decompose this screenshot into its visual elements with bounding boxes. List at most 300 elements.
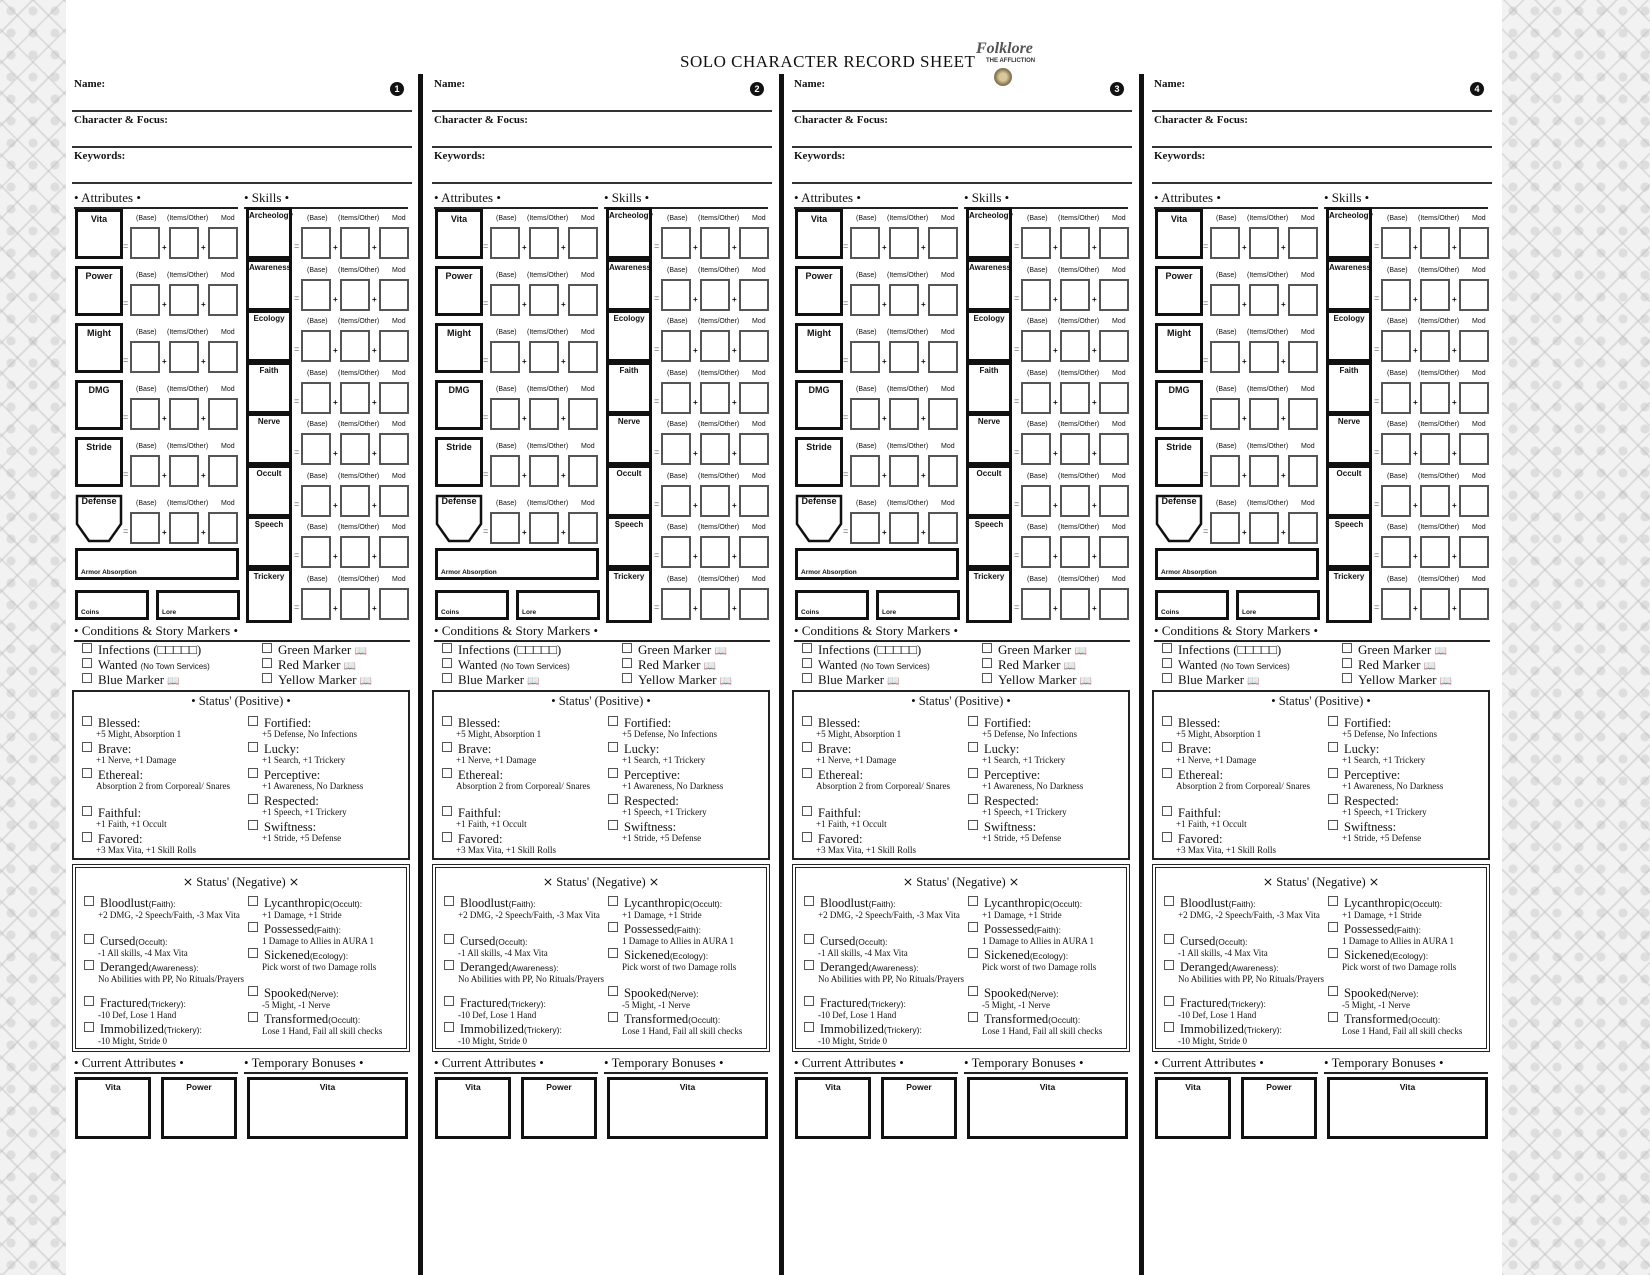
lore-box[interactable]: [156, 590, 240, 620]
skill-trickery-mod-input[interactable]: [739, 588, 769, 620]
name-field[interactable]: [1152, 74, 1492, 112]
keywords-field[interactable]: [432, 146, 772, 184]
attr-vita-base-input[interactable]: [850, 227, 880, 259]
status-positive-item[interactable]: [608, 820, 768, 844]
checkbox[interactable]: [82, 673, 92, 683]
attr-power-mod-input[interactable]: [208, 284, 238, 316]
attr-power-items-input[interactable]: [1249, 284, 1279, 316]
skill-occult-base-input[interactable]: [661, 485, 691, 517]
condition-item[interactable]: [82, 672, 180, 689]
skill-speech-mod-input[interactable]: [1099, 536, 1129, 568]
attr-defense-mod-input[interactable]: [208, 512, 238, 544]
checkbox[interactable]: [262, 658, 272, 668]
name-field[interactable]: [792, 74, 1132, 112]
attribute-box-stride[interactable]: [795, 437, 843, 487]
attr-dmg-items-input[interactable]: [169, 398, 199, 430]
skill-box-nerve[interactable]: [246, 413, 292, 465]
skill-trickery-mod-input[interactable]: [1459, 588, 1489, 620]
lore-box[interactable]: [876, 590, 960, 620]
skill-nerve-mod-input[interactable]: [379, 433, 409, 465]
skill-box-occult[interactable]: [246, 465, 292, 517]
status-positive-item[interactable]: [1328, 716, 1488, 740]
status-negative-item[interactable]: [444, 960, 604, 985]
attr-stride-base-input[interactable]: [490, 455, 520, 487]
status-negative-item[interactable]: [1328, 986, 1488, 1011]
skill-nerve-items-input[interactable]: [340, 433, 370, 465]
skill-box-awareness[interactable]: [246, 259, 292, 311]
attr-stride-items-input[interactable]: [529, 455, 559, 487]
checkbox[interactable]: [802, 716, 812, 726]
checkbox[interactable]: [802, 658, 812, 668]
attr-defense-items-input[interactable]: [889, 512, 919, 544]
attr-power-base-input[interactable]: [490, 284, 520, 316]
attr-stride-items-input[interactable]: [169, 455, 199, 487]
attr-power-items-input[interactable]: [889, 284, 919, 316]
attr-defense-items-input[interactable]: [169, 512, 199, 544]
attr-defense-mod-input[interactable]: [1288, 512, 1318, 544]
status-positive-item[interactable]: [248, 716, 408, 740]
status-negative-item[interactable]: [1164, 1022, 1324, 1047]
attr-dmg-base-input[interactable]: [490, 398, 520, 430]
skill-archeology-mod-input[interactable]: [1459, 227, 1489, 259]
skill-nerve-items-input[interactable]: [700, 433, 730, 465]
skill-box-awareness[interactable]: [606, 259, 652, 311]
skill-box-occult[interactable]: [1326, 465, 1372, 517]
skill-occult-base-input[interactable]: [301, 485, 331, 517]
skill-trickery-base-input[interactable]: [301, 588, 331, 620]
character-focus-field[interactable]: [72, 110, 412, 148]
skill-box-speech[interactable]: [1326, 516, 1372, 568]
status-negative-item[interactable]: [1164, 960, 1324, 985]
defense-shield[interactable]: [795, 494, 843, 544]
lore-box[interactable]: [516, 590, 600, 620]
skill-faith-items-input[interactable]: [1420, 382, 1450, 414]
checkbox[interactable]: [1164, 896, 1174, 906]
checkbox[interactable]: [84, 934, 94, 944]
checkbox[interactable]: [1162, 673, 1172, 683]
checkbox[interactable]: [1162, 768, 1172, 778]
status-positive-item[interactable]: [1162, 716, 1322, 740]
checkbox[interactable]: [1328, 742, 1338, 752]
checkbox[interactable]: [802, 643, 812, 653]
skill-trickery-items-input[interactable]: [340, 588, 370, 620]
status-positive-item[interactable]: [82, 742, 242, 766]
attr-might-mod-input[interactable]: [208, 341, 238, 373]
skill-occult-items-input[interactable]: [1060, 485, 1090, 517]
skill-faith-base-input[interactable]: [301, 382, 331, 414]
checkbox[interactable]: [968, 948, 978, 958]
skill-faith-mod-input[interactable]: [1099, 382, 1129, 414]
status-positive-item[interactable]: [1328, 742, 1488, 766]
attr-might-mod-input[interactable]: [928, 341, 958, 373]
attribute-box-stride[interactable]: [75, 437, 123, 487]
status-positive-item[interactable]: [248, 820, 408, 844]
attr-power-mod-input[interactable]: [568, 284, 598, 316]
skill-nerve-base-input[interactable]: [1021, 433, 1051, 465]
attr-power-base-input[interactable]: [130, 284, 160, 316]
attr-defense-mod-input[interactable]: [928, 512, 958, 544]
skill-faith-mod-input[interactable]: [1459, 382, 1489, 414]
status-positive-item[interactable]: [82, 806, 242, 830]
attr-vita-items-input[interactable]: [1249, 227, 1279, 259]
skill-awareness-base-input[interactable]: [661, 279, 691, 311]
checkbox[interactable]: [608, 922, 618, 932]
checkbox[interactable]: [968, 794, 978, 804]
attr-might-items-input[interactable]: [889, 341, 919, 373]
skill-speech-base-input[interactable]: [1021, 536, 1051, 568]
temporary-vita-box[interactable]: [607, 1077, 768, 1139]
attribute-box-stride[interactable]: [435, 437, 483, 487]
defense-shield[interactable]: [1155, 494, 1203, 544]
skill-faith-items-input[interactable]: [700, 382, 730, 414]
status-positive-item[interactable]: [442, 742, 602, 766]
current-vita-box[interactable]: [75, 1077, 151, 1139]
attr-vita-base-input[interactable]: [1210, 227, 1240, 259]
attr-defense-items-input[interactable]: [529, 512, 559, 544]
checkbox[interactable]: [802, 673, 812, 683]
checkbox[interactable]: [968, 716, 978, 726]
skill-awareness-mod-input[interactable]: [739, 279, 769, 311]
skill-box-speech[interactable]: [606, 516, 652, 568]
status-negative-item[interactable]: [1164, 896, 1324, 921]
skill-box-awareness[interactable]: [1326, 259, 1372, 311]
defense-shield[interactable]: [75, 494, 123, 544]
status-negative-item[interactable]: [804, 896, 964, 921]
status-negative-item[interactable]: [968, 948, 1128, 973]
checkbox[interactable]: [442, 716, 452, 726]
attribute-box-vita[interactable]: [75, 209, 123, 259]
skill-box-faith[interactable]: [1326, 362, 1372, 414]
character-focus-field[interactable]: [432, 110, 772, 148]
skill-nerve-mod-input[interactable]: [1459, 433, 1489, 465]
skill-ecology-mod-input[interactable]: [739, 330, 769, 362]
checkbox[interactable]: [1342, 673, 1352, 683]
checkbox[interactable]: [248, 794, 258, 804]
checkbox[interactable]: [1328, 948, 1338, 958]
checkbox[interactable]: [982, 643, 992, 653]
attribute-box-vita[interactable]: [1155, 209, 1203, 259]
attr-dmg-mod-input[interactable]: [568, 398, 598, 430]
attr-stride-base-input[interactable]: [130, 455, 160, 487]
attribute-box-might[interactable]: [435, 323, 483, 373]
attr-might-base-input[interactable]: [130, 341, 160, 373]
checkbox[interactable]: [608, 768, 618, 778]
keywords-field[interactable]: [792, 146, 1132, 184]
name-field[interactable]: [432, 74, 772, 112]
status-negative-item[interactable]: [84, 960, 244, 985]
checkbox[interactable]: [82, 832, 92, 842]
status-negative-item[interactable]: [1328, 948, 1488, 973]
status-negative-item[interactable]: [444, 996, 604, 1021]
skill-box-ecology[interactable]: [246, 310, 292, 362]
attr-power-items-input[interactable]: [529, 284, 559, 316]
checkbox[interactable]: [442, 806, 452, 816]
armor-absorption-box[interactable]: [75, 548, 239, 580]
lore-box[interactable]: [1236, 590, 1320, 620]
attr-stride-mod-input[interactable]: [928, 455, 958, 487]
skill-faith-base-input[interactable]: [1021, 382, 1051, 414]
status-negative-item[interactable]: [804, 934, 964, 959]
attr-vita-base-input[interactable]: [130, 227, 160, 259]
skill-archeology-base-input[interactable]: [1021, 227, 1051, 259]
checkbox[interactable]: [248, 768, 258, 778]
attribute-box-stride[interactable]: [1155, 437, 1203, 487]
status-positive-item[interactable]: [802, 832, 962, 856]
checkbox[interactable]: [248, 986, 258, 996]
skill-archeology-items-input[interactable]: [1060, 227, 1090, 259]
attr-stride-items-input[interactable]: [1249, 455, 1279, 487]
status-positive-item[interactable]: [248, 768, 408, 792]
skill-awareness-items-input[interactable]: [340, 279, 370, 311]
skill-awareness-base-input[interactable]: [1021, 279, 1051, 311]
status-negative-item[interactable]: [608, 1012, 768, 1037]
skill-box-nerve[interactable]: [966, 413, 1012, 465]
skill-nerve-mod-input[interactable]: [1099, 433, 1129, 465]
checkbox[interactable]: [444, 1022, 454, 1032]
checkbox[interactable]: [248, 716, 258, 726]
name-field[interactable]: [72, 74, 412, 112]
skill-ecology-base-input[interactable]: [1381, 330, 1411, 362]
status-positive-item[interactable]: [968, 794, 1128, 818]
attr-dmg-base-input[interactable]: [1210, 398, 1240, 430]
coins-box[interactable]: [795, 590, 869, 620]
armor-absorption-box[interactable]: [435, 548, 599, 580]
attr-vita-mod-input[interactable]: [1288, 227, 1318, 259]
attribute-box-might[interactable]: [1155, 323, 1203, 373]
attr-might-items-input[interactable]: [529, 341, 559, 373]
checkbox[interactable]: [84, 1022, 94, 1032]
status-positive-item[interactable]: [968, 820, 1128, 844]
skill-trickery-items-input[interactable]: [700, 588, 730, 620]
skill-speech-items-input[interactable]: [1420, 536, 1450, 568]
attr-power-mod-input[interactable]: [928, 284, 958, 316]
checkbox[interactable]: [82, 768, 92, 778]
checkbox[interactable]: [248, 948, 258, 958]
status-positive-item[interactable]: [1328, 794, 1488, 818]
skill-box-nerve[interactable]: [606, 413, 652, 465]
status-positive-item[interactable]: [608, 742, 768, 766]
checkbox[interactable]: [968, 768, 978, 778]
condition-item[interactable]: [1342, 672, 1452, 689]
skill-faith-items-input[interactable]: [1060, 382, 1090, 414]
checkbox[interactable]: [1328, 794, 1338, 804]
checkbox[interactable]: [608, 820, 618, 830]
skill-speech-base-input[interactable]: [661, 536, 691, 568]
checkbox[interactable]: [444, 896, 454, 906]
checkbox[interactable]: [1162, 832, 1172, 842]
checkbox[interactable]: [84, 996, 94, 1006]
checkbox[interactable]: [1164, 960, 1174, 970]
skill-box-trickery[interactable]: [966, 568, 1012, 623]
attr-defense-base-input[interactable]: [850, 512, 880, 544]
coins-box[interactable]: [75, 590, 149, 620]
skill-speech-mod-input[interactable]: [1459, 536, 1489, 568]
skill-archeology-base-input[interactable]: [661, 227, 691, 259]
attr-defense-base-input[interactable]: [490, 512, 520, 544]
skill-nerve-base-input[interactable]: [301, 433, 331, 465]
attr-vita-mod-input[interactable]: [568, 227, 598, 259]
checkbox[interactable]: [442, 832, 452, 842]
checkbox[interactable]: [1328, 896, 1338, 906]
skill-box-occult[interactable]: [966, 465, 1012, 517]
attribute-box-dmg[interactable]: [795, 380, 843, 430]
attr-vita-items-input[interactable]: [529, 227, 559, 259]
attr-dmg-items-input[interactable]: [529, 398, 559, 430]
current-power-box[interactable]: [521, 1077, 597, 1139]
status-positive-item[interactable]: [442, 768, 602, 792]
skill-box-archeology[interactable]: [246, 207, 292, 259]
checkbox[interactable]: [804, 896, 814, 906]
skill-ecology-mod-input[interactable]: [379, 330, 409, 362]
checkbox[interactable]: [444, 996, 454, 1006]
skill-speech-mod-input[interactable]: [739, 536, 769, 568]
skill-speech-items-input[interactable]: [700, 536, 730, 568]
checkbox[interactable]: [1162, 643, 1172, 653]
checkbox[interactable]: [248, 1012, 258, 1022]
armor-absorption-box[interactable]: [1155, 548, 1319, 580]
status-negative-item[interactable]: [444, 934, 604, 959]
checkbox[interactable]: [1328, 716, 1338, 726]
checkbox[interactable]: [622, 643, 632, 653]
status-positive-item[interactable]: [968, 742, 1128, 766]
skill-faith-base-input[interactable]: [661, 382, 691, 414]
skill-awareness-mod-input[interactable]: [379, 279, 409, 311]
skill-faith-mod-input[interactable]: [739, 382, 769, 414]
checkbox[interactable]: [1164, 1022, 1174, 1032]
checkbox[interactable]: [248, 742, 258, 752]
checkbox[interactable]: [802, 742, 812, 752]
checkbox[interactable]: [802, 832, 812, 842]
status-negative-item[interactable]: [248, 922, 408, 947]
checkbox[interactable]: [968, 820, 978, 830]
keywords-field[interactable]: [72, 146, 412, 184]
skill-awareness-items-input[interactable]: [1420, 279, 1450, 311]
status-negative-item[interactable]: [1328, 1012, 1488, 1037]
skill-archeology-base-input[interactable]: [1381, 227, 1411, 259]
skill-box-trickery[interactable]: [246, 568, 292, 623]
attr-vita-items-input[interactable]: [169, 227, 199, 259]
status-positive-item[interactable]: [82, 768, 242, 792]
keywords-field[interactable]: [1152, 146, 1492, 184]
status-positive-item[interactable]: [1162, 806, 1322, 830]
skill-trickery-base-input[interactable]: [1021, 588, 1051, 620]
attr-vita-mod-input[interactable]: [208, 227, 238, 259]
checkbox[interactable]: [442, 768, 452, 778]
status-positive-item[interactable]: [608, 794, 768, 818]
checkbox[interactable]: [84, 896, 94, 906]
skill-box-trickery[interactable]: [1326, 568, 1372, 623]
attr-stride-mod-input[interactable]: [568, 455, 598, 487]
attr-might-mod-input[interactable]: [1288, 341, 1318, 373]
skill-awareness-base-input[interactable]: [301, 279, 331, 311]
skill-box-faith[interactable]: [966, 362, 1012, 414]
checkbox[interactable]: [982, 673, 992, 683]
attr-stride-mod-input[interactable]: [1288, 455, 1318, 487]
checkbox[interactable]: [608, 896, 618, 906]
attribute-box-dmg[interactable]: [75, 380, 123, 430]
defense-shield[interactable]: [435, 494, 483, 544]
skill-trickery-base-input[interactable]: [1381, 588, 1411, 620]
attribute-box-power[interactable]: [1155, 266, 1203, 316]
character-focus-field[interactable]: [1152, 110, 1492, 148]
skill-ecology-items-input[interactable]: [340, 330, 370, 362]
skill-ecology-items-input[interactable]: [700, 330, 730, 362]
checkbox[interactable]: [444, 934, 454, 944]
temporary-vita-box[interactable]: [247, 1077, 408, 1139]
condition-item[interactable]: [982, 672, 1092, 689]
skill-nerve-base-input[interactable]: [1381, 433, 1411, 465]
skill-nerve-items-input[interactable]: [1060, 433, 1090, 465]
status-negative-item[interactable]: [804, 960, 964, 985]
skill-box-ecology[interactable]: [1326, 310, 1372, 362]
attr-dmg-mod-input[interactable]: [928, 398, 958, 430]
status-negative-item[interactable]: [1328, 896, 1488, 921]
checkbox[interactable]: [802, 768, 812, 778]
skill-box-ecology[interactable]: [966, 310, 1012, 362]
attribute-box-dmg[interactable]: [435, 380, 483, 430]
status-negative-item[interactable]: [248, 948, 408, 973]
checkbox[interactable]: [608, 794, 618, 804]
coins-box[interactable]: [1155, 590, 1229, 620]
attr-dmg-base-input[interactable]: [130, 398, 160, 430]
checkbox[interactable]: [802, 806, 812, 816]
attr-dmg-mod-input[interactable]: [208, 398, 238, 430]
checkbox[interactable]: [608, 948, 618, 958]
skill-box-speech[interactable]: [246, 516, 292, 568]
skill-speech-base-input[interactable]: [1381, 536, 1411, 568]
skill-box-archeology[interactable]: [966, 207, 1012, 259]
checkbox[interactable]: [608, 742, 618, 752]
skill-faith-items-input[interactable]: [340, 382, 370, 414]
skill-archeology-mod-input[interactable]: [1099, 227, 1129, 259]
attribute-box-dmg[interactable]: [1155, 380, 1203, 430]
skill-speech-mod-input[interactable]: [379, 536, 409, 568]
attr-power-mod-input[interactable]: [1288, 284, 1318, 316]
status-negative-item[interactable]: [1164, 934, 1324, 959]
checkbox[interactable]: [1342, 643, 1352, 653]
attr-stride-mod-input[interactable]: [208, 455, 238, 487]
condition-item[interactable]: [622, 672, 732, 689]
skill-box-awareness[interactable]: [966, 259, 1012, 311]
skill-occult-mod-input[interactable]: [1459, 485, 1489, 517]
checkbox[interactable]: [1328, 922, 1338, 932]
current-vita-box[interactable]: [795, 1077, 871, 1139]
status-positive-item[interactable]: [608, 768, 768, 792]
status-positive-item[interactable]: [1162, 768, 1322, 792]
status-positive-item[interactable]: [248, 742, 408, 766]
temporary-vita-box[interactable]: [967, 1077, 1128, 1139]
checkbox[interactable]: [608, 716, 618, 726]
attr-vita-items-input[interactable]: [889, 227, 919, 259]
status-negative-item[interactable]: [84, 1022, 244, 1047]
status-positive-item[interactable]: [442, 806, 602, 830]
skill-occult-items-input[interactable]: [340, 485, 370, 517]
attr-power-base-input[interactable]: [850, 284, 880, 316]
character-focus-field[interactable]: [792, 110, 1132, 148]
status-negative-item[interactable]: [804, 996, 964, 1021]
status-negative-item[interactable]: [1164, 996, 1324, 1021]
current-vita-box[interactable]: [435, 1077, 511, 1139]
checkbox[interactable]: [804, 960, 814, 970]
checkbox[interactable]: [442, 643, 452, 653]
skill-awareness-items-input[interactable]: [1060, 279, 1090, 311]
skill-box-nerve[interactable]: [1326, 413, 1372, 465]
attribute-box-power[interactable]: [75, 266, 123, 316]
skill-box-occult[interactable]: [606, 465, 652, 517]
status-negative-item[interactable]: [608, 986, 768, 1011]
attr-stride-base-input[interactable]: [1210, 455, 1240, 487]
attribute-box-might[interactable]: [75, 323, 123, 373]
